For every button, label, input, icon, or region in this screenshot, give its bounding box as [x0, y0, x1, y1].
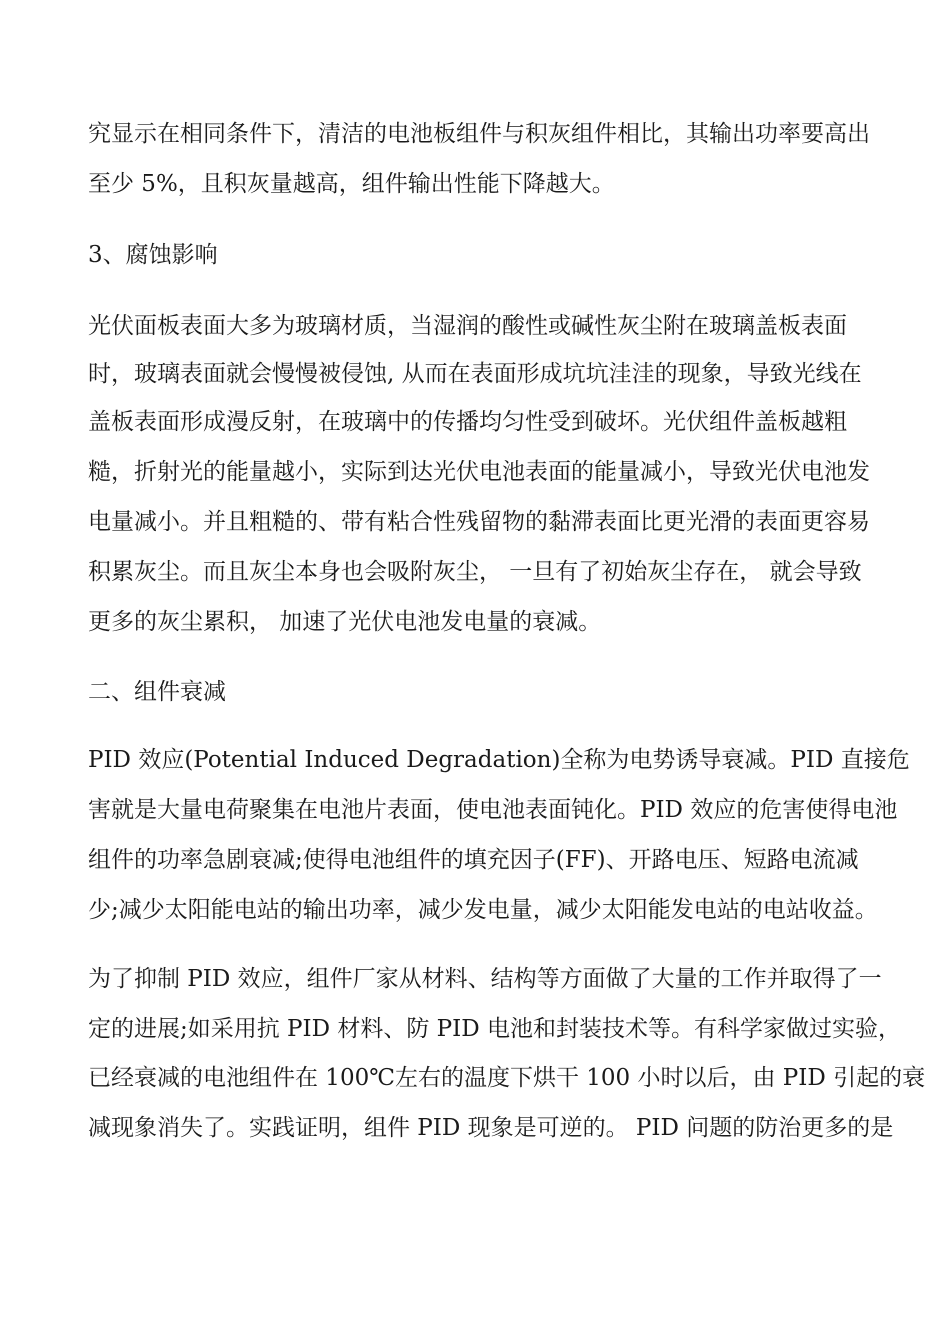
- text-line: 时，玻璃表面就会慢慢被侵蚀, 从而在表面形成坑坑洼洼的现象，导致光线在: [88, 361, 862, 387]
- text-line: 至少 5%，且积灰量越高，组件输出性能下降越大。: [88, 171, 615, 197]
- text-line: 光伏面板表面大多为玻璃材质，当湿润的酸性或碱性灰尘附在玻璃盖板表面: [88, 313, 847, 339]
- section-heading-degradation: 二、组件衰减: [88, 679, 226, 705]
- text-line: 究显示在相同条件下，清洁的电池板组件与积灰组件相比，其输出功率要高出: [88, 121, 870, 147]
- text-line: 为了抑制 PID 效应，组件厂家从材料、结构等方面做了大量的工作并取得了一: [88, 966, 882, 992]
- text-line: 组件的功率急剧衰减;使得电池组件的填充因子(FF)、开路电压、短路电流减: [88, 847, 859, 873]
- text-line: 已经衰减的电池组件在 100℃左右的温度下烘干 100 小时以后，由 PID 引起的衰: [88, 1065, 926, 1091]
- text-line: 积累灰尘。而且灰尘本身也会吸附灰尘， 一旦有了初始灰尘存在， 就会导致: [88, 559, 862, 585]
- text-line: PID 效应(Potential Induced Degradation)全称为电势诱导衰减。PID 直接危: [88, 747, 910, 773]
- text-line: 电量减小。并且粗糙的、带有粘合性残留物的黏滞表面比更光滑的表面更容易: [88, 509, 870, 535]
- text-line: 减现象消失了。实践证明，组件 PID 现象是可逆的。 PID 问题的防治更多的是: [88, 1115, 894, 1141]
- text-line: 更多的灰尘累积， 加速了光伏电池发电量的衰减。: [88, 609, 602, 635]
- section-heading-corrosion: 3、腐蚀影响: [88, 242, 218, 268]
- text-line: 害就是大量电荷聚集在电池片表面，使电池表面钝化。PID 效应的危害使得电池: [88, 797, 898, 823]
- text-line: 少;减少太阳能电站的输出功率，减少发电量，减少太阳能发电站的电站收益。: [88, 897, 878, 923]
- text-line: 定的进展;如采用抗 PID 材料、防 PID 电池和封装技术等。有科学家做过实验，: [88, 1016, 901, 1042]
- text-line: 盖板表面形成漫反射，在玻璃中的传播均匀性受到破坏。光伏组件盖板越粗: [88, 409, 847, 435]
- text-line: 糙，折射光的能量越小，实际到达光伏电池表面的能量减小，导致光伏电池发: [88, 459, 870, 485]
